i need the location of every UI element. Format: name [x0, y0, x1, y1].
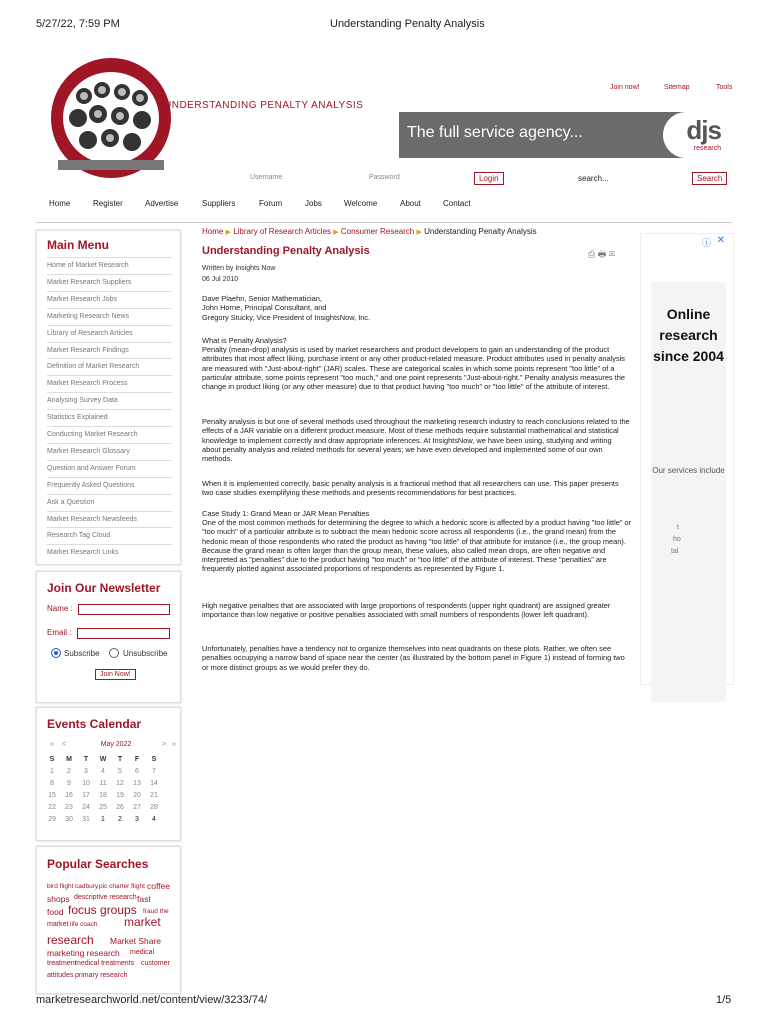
tag-link[interactable]: shops — [47, 894, 70, 904]
calendar-day[interactable]: 4 — [152, 816, 156, 823]
tag-link[interactable]: market — [124, 915, 161, 929]
calendar-day[interactable]: 1 — [101, 816, 105, 823]
calendar-day[interactable]: 16 — [65, 792, 73, 799]
breadcrumb-arrow-icon: ▶ — [416, 229, 422, 236]
ad-headline: Online research since 2004 — [653, 306, 724, 364]
nav-contact[interactable]: Contact — [443, 199, 471, 208]
menu-item[interactable]: Frequently Asked Questions — [47, 477, 172, 495]
menu-item[interactable]: Market Research Glossary — [47, 443, 172, 461]
menu-item[interactable]: Question and Answer Forum — [47, 460, 172, 478]
calendar-day[interactable]: 1 — [50, 768, 54, 775]
breadcrumb-consumer[interactable]: Consumer Research — [340, 227, 415, 236]
login-button[interactable]: Login — [474, 172, 504, 185]
calendar-day[interactable]: 27 — [133, 804, 141, 811]
tag-link[interactable]: treatment — [47, 960, 77, 967]
username-field[interactable]: Username — [250, 174, 283, 181]
calendar-day[interactable]: 11 — [99, 780, 107, 787]
popular-title: Popular Searches — [47, 857, 149, 871]
site-logo[interactable] — [36, 56, 186, 180]
tag-link[interactable]: pic charter flight — [99, 883, 145, 890]
banner-brand-sub: research — [693, 145, 721, 152]
calendar-day[interactable]: 7 — [152, 768, 156, 775]
calendar-day-header: W — [99, 756, 107, 763]
main-menu — [36, 230, 181, 565]
nav-forum[interactable]: Forum — [259, 199, 283, 208]
calendar-day[interactable]: 30 — [65, 816, 73, 823]
subscribe-radio[interactable] — [51, 648, 61, 658]
calendar-title: Events Calendar — [47, 717, 142, 731]
calendar-day[interactable]: 23 — [65, 804, 73, 811]
subscribe-label: Subscribe — [64, 649, 100, 658]
article-heading: Case Study 1: Grand Mean or JAR Mean Penalties — [202, 509, 370, 518]
name-label: Name : — [47, 604, 73, 613]
calendar-day[interactable]: 13 — [133, 780, 141, 787]
breadcrumb — [202, 227, 537, 236]
menu-item[interactable]: Market Research Findings — [47, 342, 172, 360]
author-line: Dave Plaehn, Senior Mathematician, — [202, 294, 322, 303]
tag-link[interactable]: life coach — [70, 921, 98, 928]
author-line: Gregory Stucky, Vice President of InsightsNow, Inc. — [202, 312, 371, 322]
tag-link[interactable]: medical treatments — [75, 960, 135, 967]
tag-link[interactable]: primary research — [75, 972, 128, 979]
tag-link[interactable]: fraud the — [143, 908, 169, 915]
events-calendar — [36, 707, 181, 841]
banner-brand-area — [663, 112, 731, 158]
ad-fragment: tal — [671, 548, 679, 555]
tag-link[interactable]: cadbury — [75, 883, 99, 890]
adchoices-icon[interactable]: ⓘ — [701, 238, 711, 248]
newsletter-box — [36, 571, 181, 703]
banner-ad[interactable] — [399, 112, 731, 158]
ad-fragment: ho — [673, 536, 681, 543]
close-icon[interactable]: ✕ — [716, 235, 725, 246]
tag-link[interactable]: attitudes — [47, 972, 74, 979]
calendar-day[interactable]: 12 — [116, 780, 124, 787]
calendar-day[interactable]: 25 — [99, 804, 107, 811]
calendar-day[interactable]: 9 — [67, 780, 71, 787]
article-paragraph: One of the most common methods for determining the degree to which a hedonic score is affected by a product having "too little" or "too much" of a particular attribute is to subtract the mean hedonic score across all respondents (i.e., the grand mean) from the hedonic mean of those respondents who rated the product as having "too little" of that attribute for instance (i.e., the group mean). Because the grand mean is often larger than the group mean, these values, also called mean drops, are often negative and interpreted as "penalties" due to the product having "too much" or "too little" of the attribute of interest. These "penalties" are frequently plotted against associated proportions of respondents as represented by Figure 1. — [202, 518, 632, 574]
article-paragraph: Penalty (mean-drop) analysis is used by market researchers and product developers to gain an understanding of the product attributes that most affect liking, purchase intent or any other product-related measure. Product attributes used in penalty analysis are measured with "Just-about-right" (JAR) scales. These are categorical scales in which some points represent "too little" of a particular attribute, some points represent "too much," and one point represents "Just-about-right." Penalty analysis measures the change in product liking (or any other measure) due to that product having "too much" or "too little" of the attribute of interest. — [202, 345, 626, 392]
tag-link[interactable]: descriptive research — [74, 894, 137, 901]
calendar-day[interactable]: 21 — [150, 792, 158, 799]
menu-item[interactable]: Ask a Question — [47, 494, 172, 512]
site-title: UNDERSTANDING PENALTY ANALYSIS — [164, 100, 364, 111]
menu-item[interactable]: Marketing Research News — [47, 308, 172, 326]
menu-item[interactable]: Market Research Process — [47, 375, 172, 393]
menu-item[interactable]: Conducting Market Research — [47, 426, 172, 444]
popular-searches — [36, 846, 181, 994]
menu-item[interactable]: Home of Market Research — [47, 257, 172, 275]
calendar-day[interactable]: 24 — [82, 804, 90, 811]
ad-subtext: Our services include — [652, 466, 725, 475]
print-page-number: 1/5 — [716, 994, 732, 1006]
calendar-day[interactable]: 28 — [150, 804, 158, 811]
prev-month-button[interactable]: < — [61, 741, 67, 748]
newsletter-title: Join Our Newsletter — [47, 581, 161, 595]
join-now-button[interactable]: Join Now! — [95, 669, 136, 680]
article-date: 06 Jul 2010 — [202, 276, 239, 283]
menu-item[interactable]: Research Tag Cloud — [47, 527, 172, 545]
calendar-day-header: M — [66, 756, 72, 763]
calendar-month: May 2022 — [100, 741, 132, 748]
breadcrumb-home[interactable]: Home — [202, 227, 224, 236]
pdf-icon[interactable]: ⎙ — [588, 249, 596, 259]
tag-link[interactable]: focus groups — [68, 903, 137, 917]
tag-link[interactable]: bird flight — [47, 883, 74, 890]
main-menu-title: Main Menu — [47, 238, 109, 252]
tag-link[interactable]: Market Share — [110, 936, 162, 946]
menu-item[interactable]: Analysing Survey Data — [47, 392, 172, 410]
email-icon[interactable]: ✉ — [608, 249, 615, 259]
calendar-day[interactable]: 2 — [67, 768, 71, 775]
tag-link[interactable]: fast — [137, 894, 151, 904]
name-input[interactable] — [78, 604, 170, 615]
author-line: John Horne, Principal Consultant, and — [202, 303, 327, 313]
tag-link[interactable]: coffee — [147, 881, 171, 891]
breadcrumb-library[interactable]: Library of Research Articles — [233, 227, 332, 236]
calendar-day[interactable]: 5 — [118, 768, 122, 775]
tag-link[interactable]: market — [47, 921, 69, 928]
menu-item[interactable]: Market Research Newsfeeds — [47, 511, 172, 529]
nav-jobs[interactable]: Jobs — [305, 199, 322, 208]
email-label: Email : — [47, 628, 72, 637]
article-title: Understanding Penalty Analysis — [202, 245, 370, 257]
join-now-link[interactable]: Join now! — [610, 84, 640, 91]
menu-item[interactable]: Market Research Jobs — [47, 291, 172, 309]
next-month-button[interactable]: > — [161, 741, 167, 748]
tools-link[interactable]: Tools — [716, 84, 733, 91]
calendar-day[interactable]: 8 — [50, 780, 54, 787]
calendar-day[interactable]: 4 — [101, 768, 105, 775]
ad-fragment: t — [677, 524, 679, 531]
unsubscribe-radio[interactable] — [109, 648, 119, 658]
next-year-button[interactable]: » — [172, 741, 176, 748]
unsubscribe-label: Unsubscribe — [123, 649, 168, 658]
menu-item[interactable]: Definition of Market Research — [47, 358, 172, 376]
tag-link[interactable]: food — [47, 907, 64, 917]
nav-suppliers[interactable]: Suppliers — [202, 199, 236, 208]
search-input[interactable]: search... — [578, 174, 609, 183]
nav-welcome[interactable]: Welcome — [344, 199, 378, 208]
menu-item[interactable]: Market Research Links — [47, 544, 172, 562]
article-heading: What is Penalty Analysis? — [202, 336, 287, 345]
tag-link[interactable]: medical — [130, 949, 155, 956]
calendar-day[interactable]: 31 — [82, 816, 90, 823]
article-tools — [588, 247, 615, 263]
breadcrumb-arrow-icon: ▶ — [333, 229, 339, 236]
calendar-day[interactable]: 15 — [48, 792, 56, 799]
ad-panel — [651, 282, 726, 702]
prev-year-button[interactable]: « — [50, 741, 54, 748]
print-url: marketresearchworld.net/content/view/3233/74/ — [36, 994, 268, 1006]
print-datetime: 5/27/22, 7:59 PM — [36, 18, 120, 30]
article-byline: Written by Insights Now — [202, 265, 276, 272]
nav-register[interactable]: Register — [93, 199, 123, 208]
calendar-day[interactable]: 20 — [133, 792, 141, 799]
nav-home[interactable]: Home — [49, 199, 71, 208]
nav-divider — [36, 222, 732, 223]
banner-text: The full service agency... — [407, 124, 583, 141]
tag-link[interactable]: research — [47, 933, 94, 947]
breadcrumb-current: Understanding Penalty Analysis — [424, 227, 537, 236]
article-paragraph: High negative penalties that are associated with large proportions of respondents (upper right quadrant) are assigned greater importance than low negative or positive penalties associated with small numbers of respondents (lower left quadrant). — [202, 601, 611, 620]
print-icon[interactable]: 🖶 — [597, 249, 607, 259]
article-authors — [202, 294, 632, 322]
calendar-day[interactable]: 10 — [82, 780, 90, 787]
menu-item[interactable]: Market Research Suppliers — [47, 274, 172, 292]
article-paragraph: Unfortunately, penalties have a tendency not to organize themselves into neat quadrants on these plots. Rather, we often see penalties occupying a narrow band of space near the center (as illustrated by the bottom panel in Figure 1) instead of forming two or more distinct groups as we would prefer they do. — [202, 644, 625, 672]
calendar-day[interactable]: 26 — [116, 804, 124, 811]
calendar-day[interactable]: 17 — [82, 792, 90, 799]
calendar-day[interactable]: 14 — [150, 780, 158, 787]
calendar-day[interactable]: 6 — [135, 768, 139, 775]
email-input[interactable] — [77, 628, 170, 639]
calendar-day[interactable]: 29 — [48, 816, 56, 823]
calendar-day[interactable]: 3 — [135, 816, 139, 823]
article-paragraph: When it is implemented correctly, basic penalty analysis is a fractional method that all researchers can use. This paper presents two case studies exemplifying these methods and presents recommendations for best practices. — [202, 479, 619, 498]
calendar-day-header: F — [134, 756, 140, 763]
print-doc-title: Understanding Penalty Analysis — [330, 18, 485, 30]
calendar-day-header: T — [83, 756, 89, 763]
calendar-day-header: T — [117, 756, 123, 763]
banner-brand-logo: djs — [686, 115, 721, 145]
search-button[interactable]: Search — [692, 172, 727, 185]
nav-advertise[interactable]: Advertise — [145, 199, 179, 208]
menu-item[interactable]: Statistics Explained — [47, 409, 172, 427]
tag-link[interactable]: marketing research — [47, 948, 120, 958]
nav-about[interactable]: About — [400, 199, 421, 208]
article-paragraph: Penalty analysis is but one of several methods used throughout the marketing research industry to reach conclusions related to the effects of a JAR variable on a different product measure. Most of these methods require substantial mathematical and statistical knowledge to implement correctly and draw appropriate inferences. At InsightsNow, we have been using, studying and writing about penalty analysis and related methods for several years; we have even developed and implemented some of our own methods. — [202, 417, 630, 464]
password-field[interactable]: Password — [369, 174, 400, 181]
calendar-day[interactable]: 19 — [116, 792, 124, 799]
sitemap-link[interactable]: Sitemap — [664, 84, 690, 91]
calendar-day[interactable]: 2 — [118, 816, 122, 823]
calendar-day[interactable]: 22 — [48, 804, 56, 811]
calendar-day[interactable]: 18 — [99, 792, 107, 799]
breadcrumb-arrow-icon: ▶ — [225, 229, 231, 236]
calendar-day-header: S — [151, 756, 157, 763]
side-ad[interactable] — [640, 233, 734, 685]
calendar-day[interactable]: 3 — [84, 768, 88, 775]
menu-item[interactable]: Library of Research Articles — [47, 325, 172, 343]
tag-link[interactable]: customer — [141, 960, 170, 967]
calendar-day-header: S — [49, 756, 55, 763]
